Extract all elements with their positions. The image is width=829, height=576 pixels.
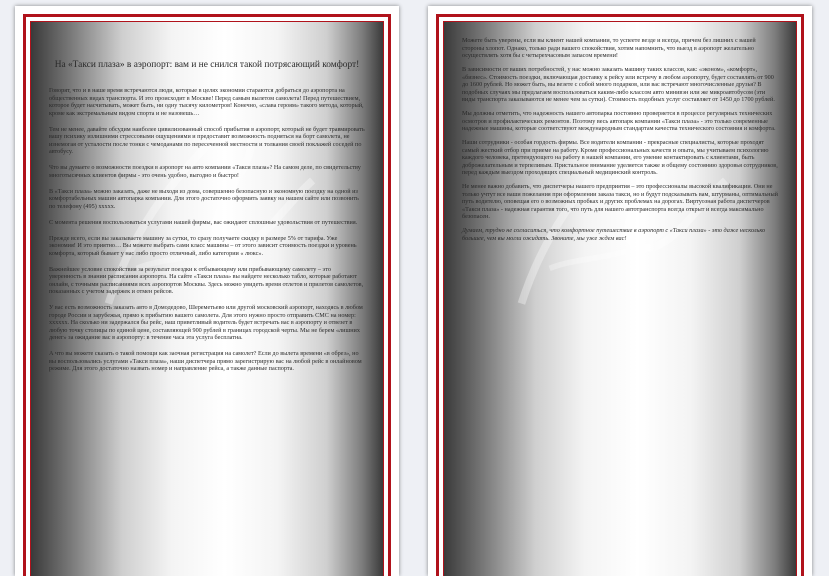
paragraph: Мы должны отметить, что надежность нашего автопарка постоянно проверяется в процессе регулярных технических осмотров и профилактических ремонтов. Поэтому весь автопарк компании «Такси плаза» - это только современные надежные машины, которые соответствуют международным стандартам качества технического состояния и комфорта.: [462, 110, 776, 132]
closing-paragraph: Думаем, трудно не согласиться, что комфортное путешествие в аэропорт с «Такси плаза» - это даже несколько большее, чем вы могли ожидать. Звоните, мы уже ждем вас!: [462, 227, 766, 242]
right-page-content: [462, 22, 778, 576]
paragraph: Говорят, что и в наше время встречаются люди, которые в целях экономии стараются добраться до аэропорта на общественных видах транспорта. И это происходит в Москве! Перед самым вылетом самолета! Перед путешествием, которое будет насчитывать, может быть, ни одну тысячу километров! Конечно, «слава героям» такого метода, который, кроме как экстремальным видом спорта и не назовешь…: [49, 87, 364, 117]
paragraph: А что вы можете сказать о такой помощи как заочная регистрация на самолет? Если до вылета времени «в обрез», но вы воспользовались услугами «Такси плаза», наши диспетчера прямо зарегистрирую вас на любой рейс в онлайновом режиме. Для этого достаточно назвать номер и направление рейса, а также данные паспорта.: [49, 350, 362, 372]
paragraph: Не менее важно добавить, что диспетчеры нашего предприятия – это профессионалы высокой квалификации. Они не только учтут все ваши пожелания при оформлении заказа такси, но и будут подсказывать вам, штурманы, оптимальный путь водителю, оповещая его о возможных пробках и других проблемах на дорогах. Виртуозная работа диспетчеров «Такси плаза» - надежная гарантия того, что путь для нашего автотранспорта всегда открыт и всегда максимально безопасен.: [462, 183, 778, 220]
article-title: На «Такси плаза» в аэропорт: вам и не снился такой потрясающий комфорт!: [54, 60, 360, 70]
page-frame-inner: [443, 21, 797, 576]
paragraph: В «Такси плаза» можно заказать, даже не выходя из дома, совершенно безопасную и экономную поездку на одной из комфортабельных машин автопарка компании. Для этого достаточно оформить заявку на нашем сайте или позвонить по телефону (495) xxxxx.: [49, 187, 359, 210]
paragraph: Что вы думаете о возможности поездки в аэропорт на авто компании «Такси плаза»? На самом деле, по свидетельству многотысячных клиентов фирмы - это очень удобно, выгодно и быстро!: [49, 164, 361, 179]
paragraph: В зависимости от ваших потребностей, у нас можно заказать машину таких классов, как: «эконом», «комфорт», «бизнес». Стоимость поездки, включающая доставку к рейсу или встречу в любом аэропорту, будет составлять от 900 до 1600 рублей. Но может быть, вы везете с собой много подарков, или вас встречают многочисленные друзья? В подобных случаях мы предлагаем воспользоваться каким-либо классом авто минивэн или же микроавтобусом (эти виды транспорта заказываются не менее чем за сутки). Стоимость подобных услуг составляет от 1450 до 1700 рублей.: [462, 66, 775, 103]
document-page-right: [428, 6, 812, 576]
paragraph: Важнейшее условие спокойствия за результат поездки к отбывающему или прибывающему самолету – это уверенность в знании расписания аэропорта. На сайте «Такси плаза» вы найдете несколько табло, которые работают онлайн, с точными расписаниями всех аэропортов Москвы. Здесь можно увидеть время отлетов и прилетов самолетов, показанных с учетом задержек и отмен рейсов.: [49, 265, 364, 295]
page-frame-outer: [436, 14, 804, 576]
paragraph: Прежде всего, если вы заказываете машину за сутки, то сразу получаете скидку в размере 5% от тарифа. Уже экономия! И это приятно… Вы можете выбрать сами класс машины – от этого зависит стоимость поездки и уровень комфорта, который бывает у нас либо просто отличный, либо категории « люкс».: [49, 234, 357, 257]
paragraph: Можете быть уверены, если вы клиент нашей компании, то успеете везде и всегда, причем без лишних с вашей стороны хлопот. Однако, только ради вашего спокойствия, хотим напомнить, что выезд в аэропорт желательно осуществлять хотя бы с четырехчасовым запасом времени!: [462, 37, 756, 59]
page-frame-outer: [23, 14, 391, 576]
paragraph: Тем не менее, давайте обсудим наиболее цивилизованный способ прибытия в аэропорт, который не будет травмировать вашу психику излишними стрессовыми ощущениями и предоставит возможность подняться на борт самолета, не изнемогая от усталости после тонки с чемоданами по пересеченной местности и толкания своей поклажей соседей по автобусу.: [49, 125, 365, 155]
document-page-left: [15, 6, 399, 576]
paragraph: Наши сотрудники - особая гордость фирмы. Все водители компании - прекрасные специалисты, которые проходят самый жесткий отбор при приеме на работу. Кроме профессиональных качеств и опыта, мы учитываем психологию каждого человека, претендующего на работу в нашей компании, его умение контактировать с клиентами, быть доброжелательным и терпеливым. Пристальное внимание уделяется также и общему состоянию здоровья сотрудников, перед каждым выездом проходящих специальный медицинский контроль.: [462, 139, 778, 176]
page-frame-inner: [30, 21, 384, 576]
left-page-content: [49, 22, 365, 576]
paragraph: С момента решения воспользоваться услугами нашей фирмы, вас ожидают сплошные удовольствия от путешествия.: [49, 218, 358, 226]
paragraph: У вас есть возможность заказать авто в Домодедово, Шереметьево или другой московский аэропорт, находясь в любом городе России и зарубежья, прямо к прибытию вашего самолета. Для этого нужно просто отправить СМС на номер: xxxxxx. На сколько ни задержался бы рейс, наш приветливый водитель будет встречать вас в аэропорту и отвезет в любую точку столицы по единой цене, составляющей 900 рублей в границах городской черты. Мы не берем «лишних денег» за ожидание вас в аэропорту: в течение часа эта услуга бесплатна.: [49, 304, 363, 341]
